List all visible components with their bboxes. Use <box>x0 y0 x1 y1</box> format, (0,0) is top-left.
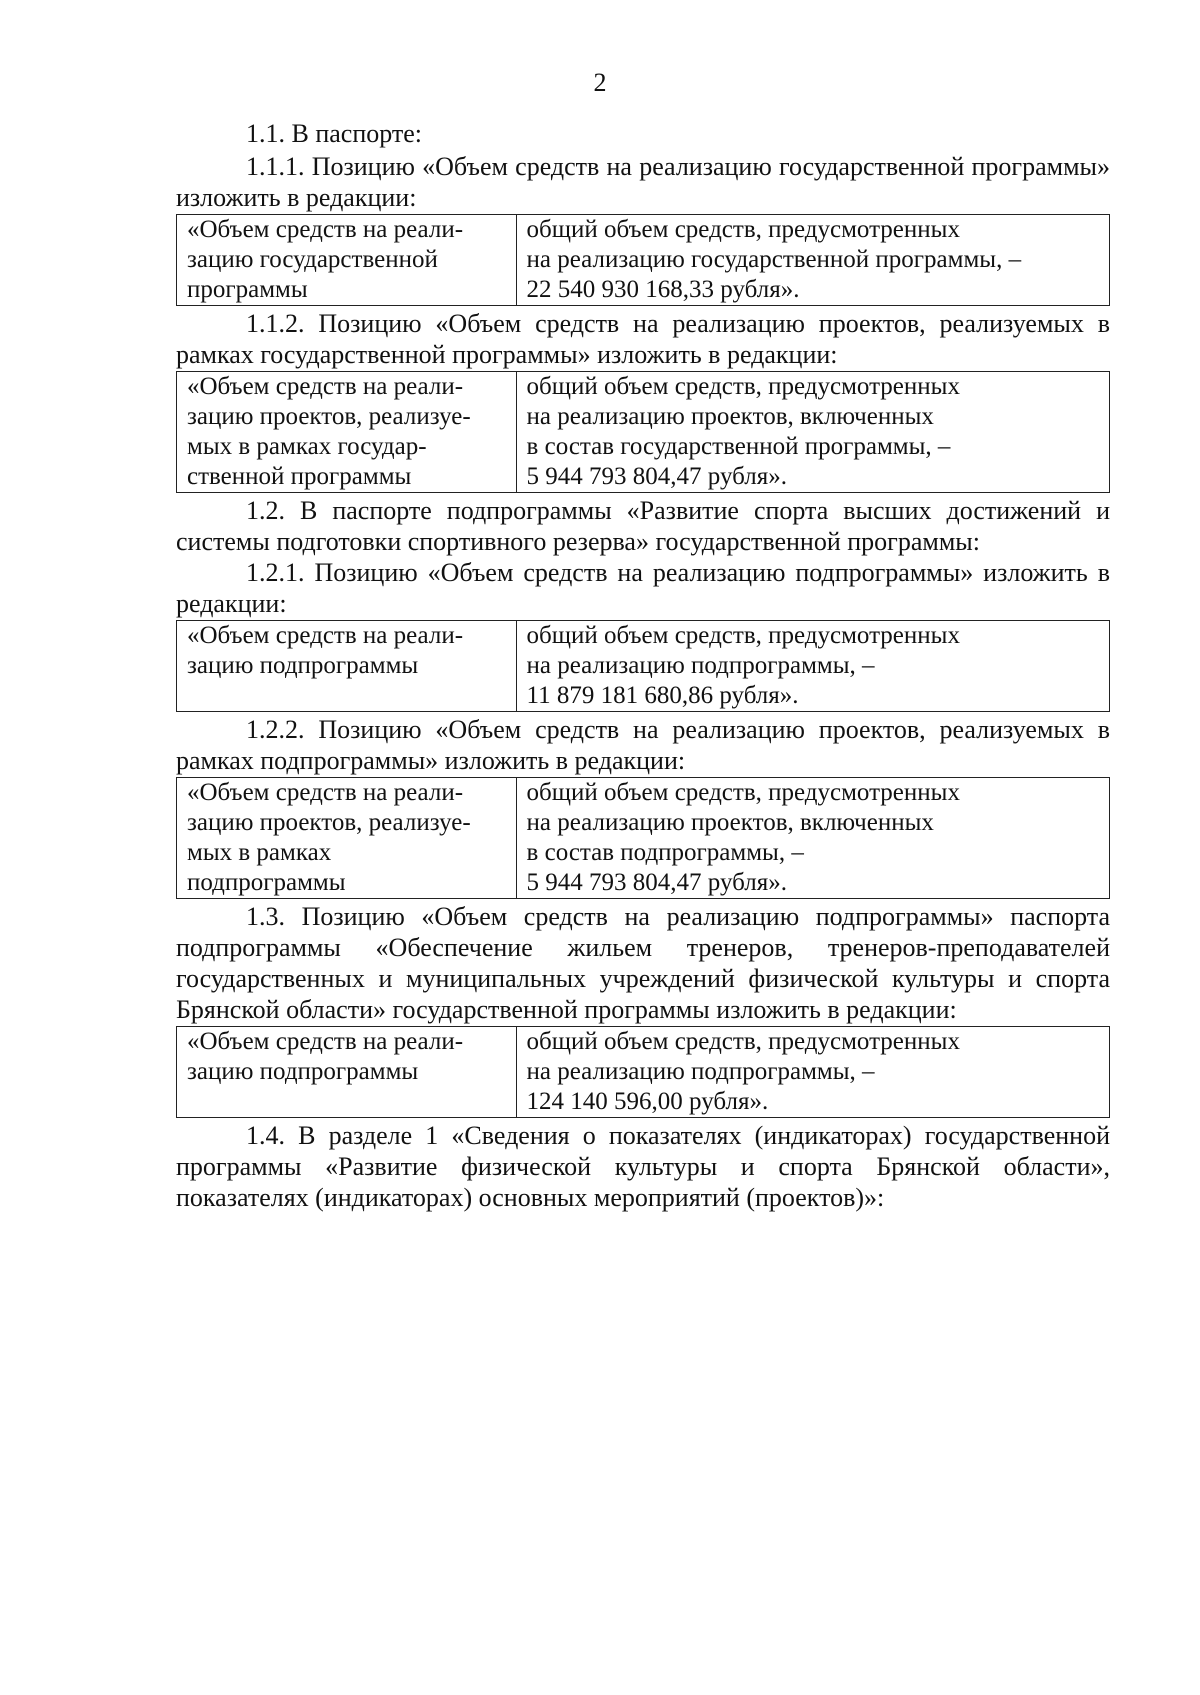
position-table-program-funding <box>176 214 1110 306</box>
position-table-subprogram-projects <box>176 777 1110 899</box>
table-cell-position-value: общий объем средств, предусмотренных на реализацию проектов, включенных в состав подпрограммы, – 5 944 793 804,47 рубля». <box>516 778 1109 899</box>
table-cell-position-value: общий объем средств, предусмотренных на реализацию государственной программы, – 22 540 930 168,33 рубля». <box>516 215 1109 306</box>
page-number: 2 <box>593 68 607 97</box>
position-table-program-projects <box>176 371 1110 493</box>
paragraph-1-4: 1.4. В разделе 1 «Сведения о показателях (индикаторах) государственной программы «Развитие физической культуры и спорта Брянской области», показателях (индикаторах) основных мероприятий (проектов)»: <box>176 1121 1110 1212</box>
position-table-subprogram-funding <box>176 620 1110 712</box>
document-body <box>176 118 1110 1213</box>
table-cell-position-value: общий объем средств, предусмотренных на реализацию подпрограммы, – 124 140 596,00 рубля». <box>516 1027 1109 1118</box>
paragraph-1-1-1: 1.1.1. Позицию «Объем средств на реализацию государственной программы» изложить в редакции: <box>176 152 1110 212</box>
paragraph-1-2-1: 1.2.1. Позицию «Объем средств на реализацию подпрограммы» изложить в редакции: <box>176 558 1110 618</box>
paragraph-1-1: 1.1. В паспорте: <box>246 119 423 148</box>
table-cell-position-value: общий объем средств, предусмотренных на реализацию проектов, включенных в состав государственной программы, – 5 944 793 804,47 рубля». <box>516 372 1109 493</box>
paragraph-1-2-2: 1.2.2. Позицию «Объем средств на реализацию проектов, реализуемых в рамках подпрограммы» изложить в редакции: <box>176 715 1110 775</box>
paragraph-1-2: 1.2. В паспорте подпрограммы «Развитие спорта высших достижений и системы подготовки спортивного резерва» государственной программы: <box>176 496 1110 556</box>
paragraph-1-3: 1.3. Позицию «Объем средств на реализацию подпрограммы» паспорта подпрограммы «Обеспечение жильем тренеров, тренеров-преподавателей государственных и муниципальных учреждений физической культуры и спорта Брянской области» государственной программы изложить в редакции: <box>176 902 1110 1024</box>
table-cell-position-name: «Объем средств на реали- зацию подпрограммы <box>177 1027 517 1118</box>
table-cell-position-name: «Объем средств на реали- зацию подпрограммы <box>177 621 517 712</box>
table-cell-position-name: «Объем средств на реали- зацию проектов, реализуе- мых в рамках подпрограммы <box>177 778 517 899</box>
table-cell-position-value: общий объем средств, предусмотренных на реализацию подпрограммы, – 11 879 181 680,86 рубля». <box>516 621 1109 712</box>
paragraph-1-1-2: 1.1.2. Позицию «Объем средств на реализацию проектов, реализуемых в рамках государственной программы» изложить в редакции: <box>176 309 1110 369</box>
table-cell-position-name: «Объем средств на реали- зацию проектов, реализуе- мых в рамках государ- ственной программы <box>177 372 517 493</box>
position-table-housing-subprogram-funding <box>176 1026 1110 1118</box>
table-cell-position-name: «Объем средств на реали- зацию государственной программы <box>177 215 517 306</box>
